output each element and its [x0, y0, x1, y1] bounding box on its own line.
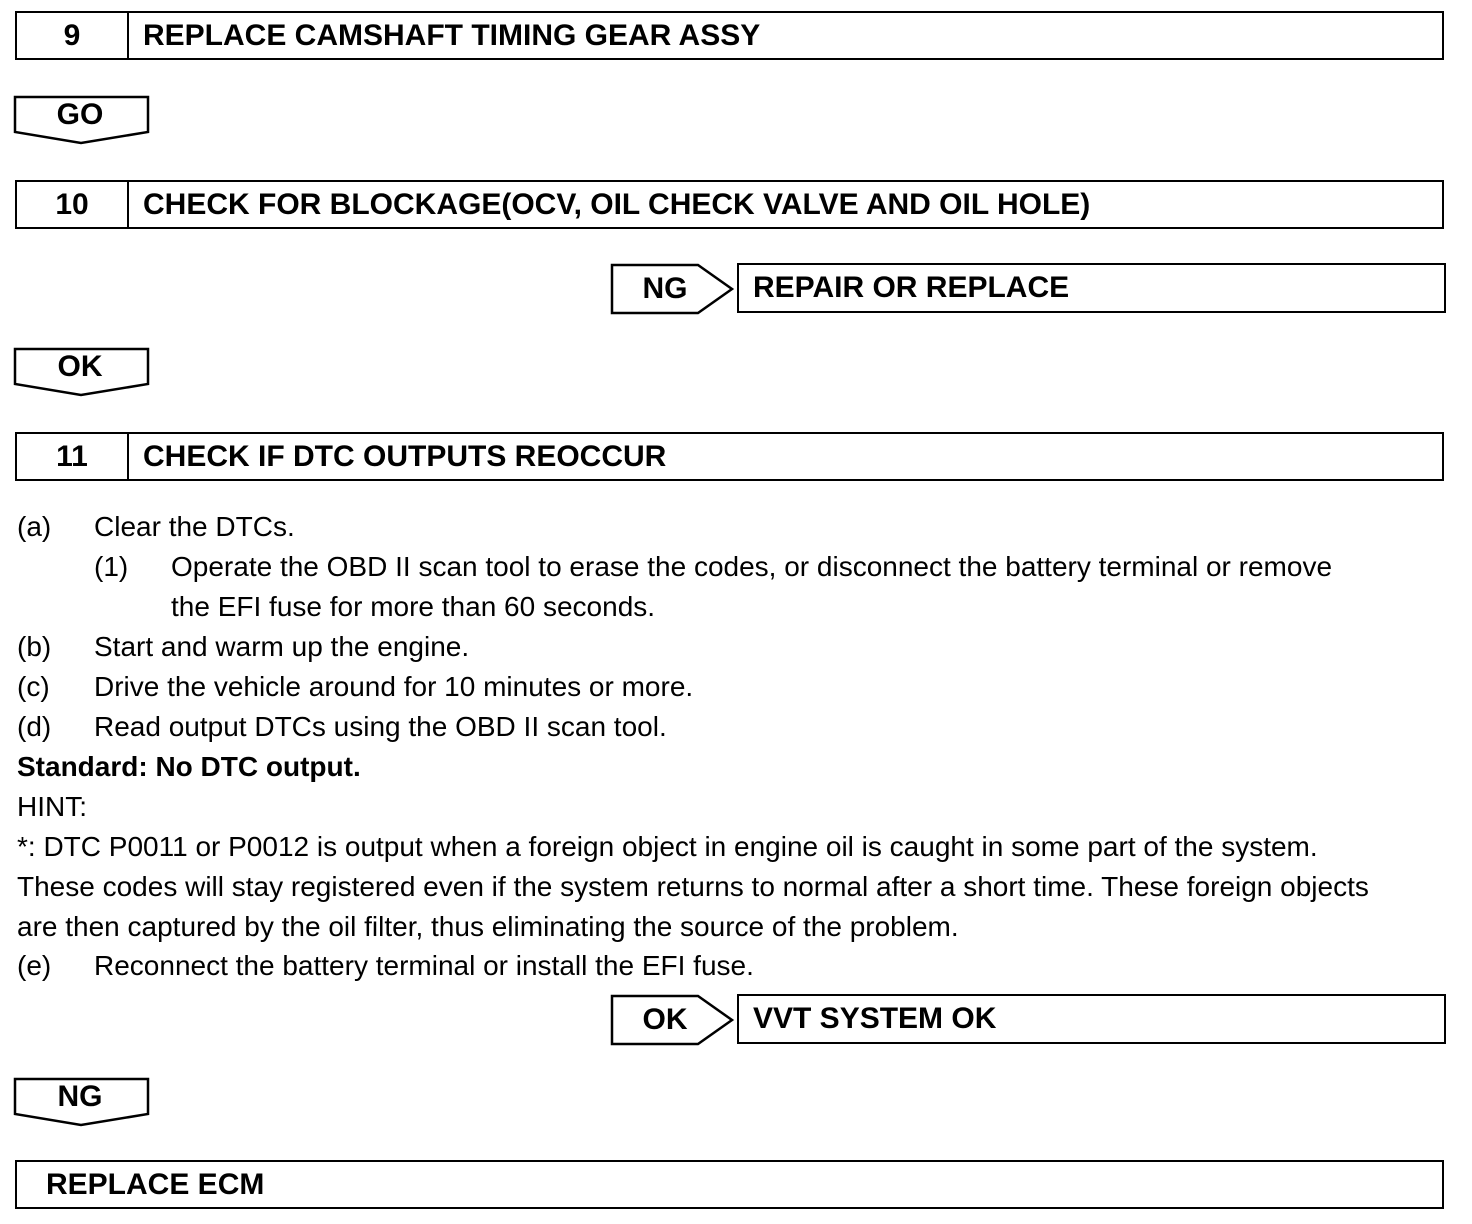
ok-label: OK	[57, 350, 103, 383]
step-9-header	[15, 11, 1444, 60]
ok-flow-arrow	[13, 347, 152, 399]
step-title: REPLACE CAMSHAFT TIMING GEAR ASSY	[143, 18, 761, 52]
ng-label: NG	[57, 1080, 103, 1113]
step-title: CHECK IF DTC OUTPUTS REOCCUR	[143, 439, 667, 473]
step-number: 9	[17, 13, 129, 58]
item-text: Clear the DTCs.	[94, 511, 295, 542]
item-text: Drive the vehicle around for 10 minutes or more.	[94, 671, 694, 702]
item-marker: (d)	[17, 711, 52, 742]
item-text: Reconnect the battery terminal or install the EFI fuse.	[94, 950, 754, 981]
ng-flow-arrow	[13, 1077, 152, 1129]
ng-result-row	[610, 263, 1446, 315]
hint-label: HINT:	[17, 791, 87, 822]
repair-or-replace-box: REPAIR OR REPLACE	[737, 263, 1446, 313]
step-11-header	[15, 432, 1444, 481]
vvt-system-ok-box: VVT SYSTEM OK	[737, 994, 1446, 1044]
hint-text: These codes will stay registered even if the system returns to normal after a short time. These foreign objects	[17, 871, 1369, 902]
standard-text: Standard: No DTC output.	[17, 751, 361, 782]
step-number: 11	[17, 434, 129, 479]
hint-text: *: DTC P0011 or P0012 is output when a foreign object in engine oil is caught in some part of the system.	[17, 831, 1318, 862]
go-label: GO	[56, 98, 104, 131]
ok-result-row	[610, 994, 1446, 1046]
item-marker: (e)	[17, 950, 52, 981]
ng-label: NG	[642, 272, 688, 305]
item-marker: (c)	[17, 671, 50, 702]
item-marker: (1)	[94, 551, 129, 582]
hint-text: are then captured by the oil filter, thus eliminating the source of the problem.	[17, 911, 959, 942]
go-flow-arrow	[13, 95, 152, 147]
item-text: Read output DTCs using the OBD II scan tool.	[94, 711, 667, 742]
replace-ecm-box: REPLACE ECM	[15, 1160, 1444, 1209]
item-text: Operate the OBD II scan tool to erase the codes, or disconnect the battery terminal or remove	[171, 551, 1333, 582]
item-text: Start and warm up the engine.	[94, 631, 470, 662]
step-number: 10	[17, 182, 129, 227]
item-marker: (a)	[17, 511, 52, 542]
item-text-continued: the EFI fuse for more than 60 seconds.	[171, 591, 656, 622]
step-title: CHECK FOR BLOCKAGE(OCV, OIL CHECK VALVE AND OIL HOLE)	[143, 187, 1091, 221]
step-10-header	[15, 180, 1444, 229]
ok-label: OK	[642, 1003, 688, 1036]
item-marker: (b)	[17, 631, 52, 662]
